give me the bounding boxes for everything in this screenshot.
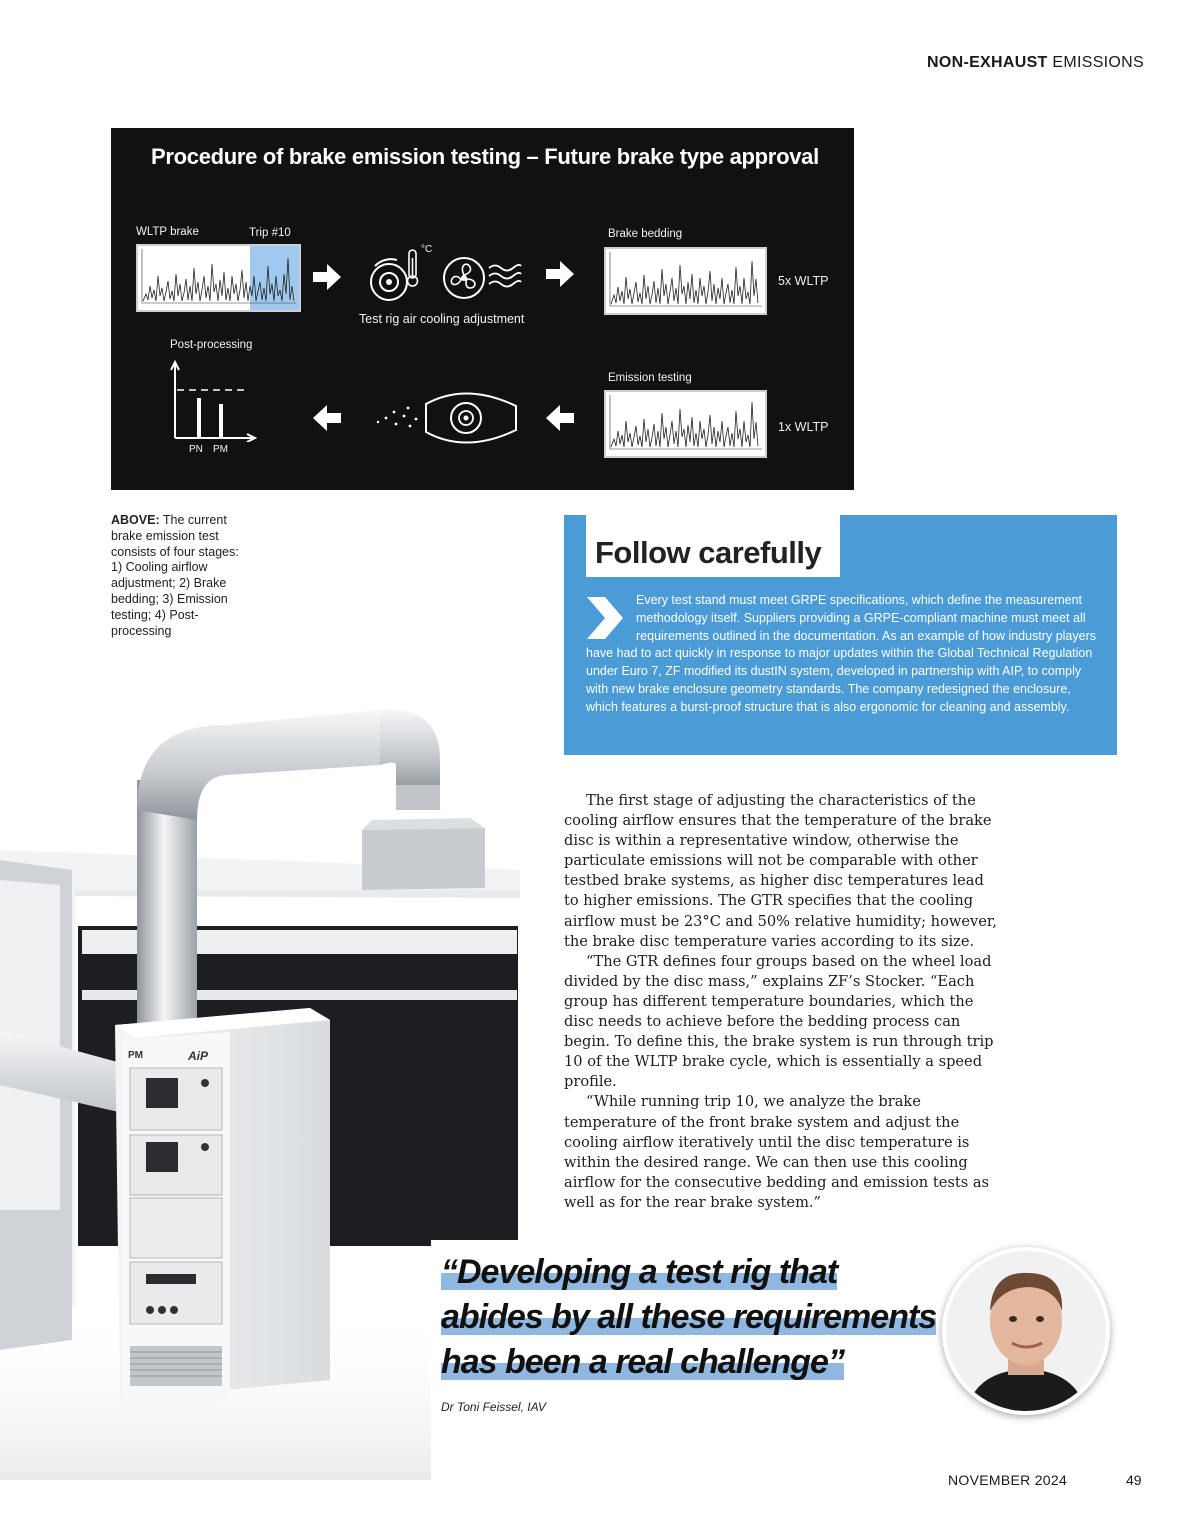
post-processing-label: Post-processing (170, 339, 253, 351)
trip-label: Trip #10 (249, 227, 291, 239)
emission-repeat-label: 1x WLTP (778, 420, 829, 434)
trip-highlight (250, 246, 299, 310)
pull-quote (441, 1250, 941, 1385)
boxout-title: Follow carefully (595, 535, 822, 570)
section-header-bold: NON-EXHAUST (927, 54, 1048, 71)
fan-icon (441, 255, 487, 301)
caption-text: The current brake emission test consists of four stages: 1) Cooling airflow adjustment; 2) Brake bedding; 3) Emission testing; 4) Post-processing (111, 513, 239, 638)
boxout-panel (564, 515, 1117, 755)
figure-caption (111, 513, 241, 639)
emission-testing-label: Emission testing (608, 372, 692, 384)
emission-testing-chart-svg (606, 392, 765, 456)
caption-lead: ABOVE: (111, 513, 160, 527)
arrow-left-icon (311, 402, 343, 434)
brake-enclosure-icon (366, 386, 526, 450)
portrait-image (946, 1251, 1106, 1411)
boxout-body: Every test stand must meet GRPE specifications, which define the measurement methodology itself. Suppliers providing a GRPE-compliant machine must meet all requirements outlined in the documentation. As an example of how industry players have had to act quickly in response to major updates within the Global Technical Regulation under Euro 7, ZF modified its dustIN system, developed in partnership with AIP, to comply with new brake enclosure geometry standards. The company redesigned the enclosure, which features a burst-proof structure that is also ergonomic for cleaning and assembly. (586, 593, 1096, 714)
brake-bedding-label: Brake bedding (608, 228, 683, 240)
portrait-photo (942, 1247, 1110, 1415)
brand-label: AiP (188, 1049, 209, 1063)
brake-bedding-chart-svg (606, 249, 765, 313)
brake-emission-diagram (111, 128, 854, 490)
issue-date: NOVEMBER 2024 (948, 1472, 1068, 1488)
bedding-repeat-label: 5x WLTP (778, 274, 829, 288)
section-header (927, 54, 1144, 72)
pull-quote-text: “Developing a test rig that abides by all these requirements has been a real challenge” (441, 1253, 937, 1381)
section-header-rest: EMISSIONS (1047, 54, 1144, 71)
wltp-brake-chart (136, 244, 301, 312)
airflow-icon (487, 261, 523, 291)
pm-label: PM (213, 444, 228, 455)
emission-testing-chart (604, 390, 767, 458)
boxout-text-wrapper (586, 592, 1096, 717)
page-number: 49 (1126, 1472, 1142, 1488)
wltp-brake-chart-svg (138, 246, 299, 310)
celsius-label: °C (421, 244, 433, 255)
body-paragraph: “While running trip 10, we analyze the brake temperature of the front brake system and adjust the cooling airflow iteratively until the disc temperature is within the desired range. We can then use this cooling airflow for the consecutive bedding and emission tests as well as for the rear brake system.” (564, 1093, 990, 1211)
diagram-title: Procedure of brake emission testing – Future brake type approval (151, 144, 819, 169)
pn-label: PN (189, 444, 203, 455)
arrow-right-icon (311, 261, 343, 293)
arrow-left-icon (544, 402, 576, 434)
pull-quote-attribution: Dr Toni Feissel, IAV (441, 1400, 546, 1414)
arrow-right-icon (544, 258, 576, 290)
body-paragraph: The first stage of adjusting the characteristics of the cooling airflow ensures that the temperature of the brake disc is within a representative window, otherwise the particulate emissions will not be comparable with other testbed brake systems, as higher disc temperatures lead to higher emissions. The GTR specifies that the cooling airflow must be 23°C and 50% relative humidity; however, the brake disc temperature varies according to its size. (564, 792, 997, 950)
article-body (564, 791, 1000, 1213)
body-paragraph: “The GTR defines four groups based on the wheel load divided by the disc mass,” explains ZF’s Stocker. “Each group has different temperature boundaries, which the disc needs to achieve before the bedding process can begin. To define this, the brake system is run through trip 10 of the WLTP brake cycle, which is essentially a speed profile. (564, 952, 994, 1091)
chevron-spacer (586, 592, 636, 642)
cooling-adjustment-label: Test rig air cooling adjustment (359, 312, 525, 326)
wltp-brake-label: WLTP brake (136, 226, 199, 238)
brake-bedding-chart (604, 247, 767, 315)
unit-label: PM (128, 1050, 143, 1061)
post-processing-chart (167, 360, 257, 442)
